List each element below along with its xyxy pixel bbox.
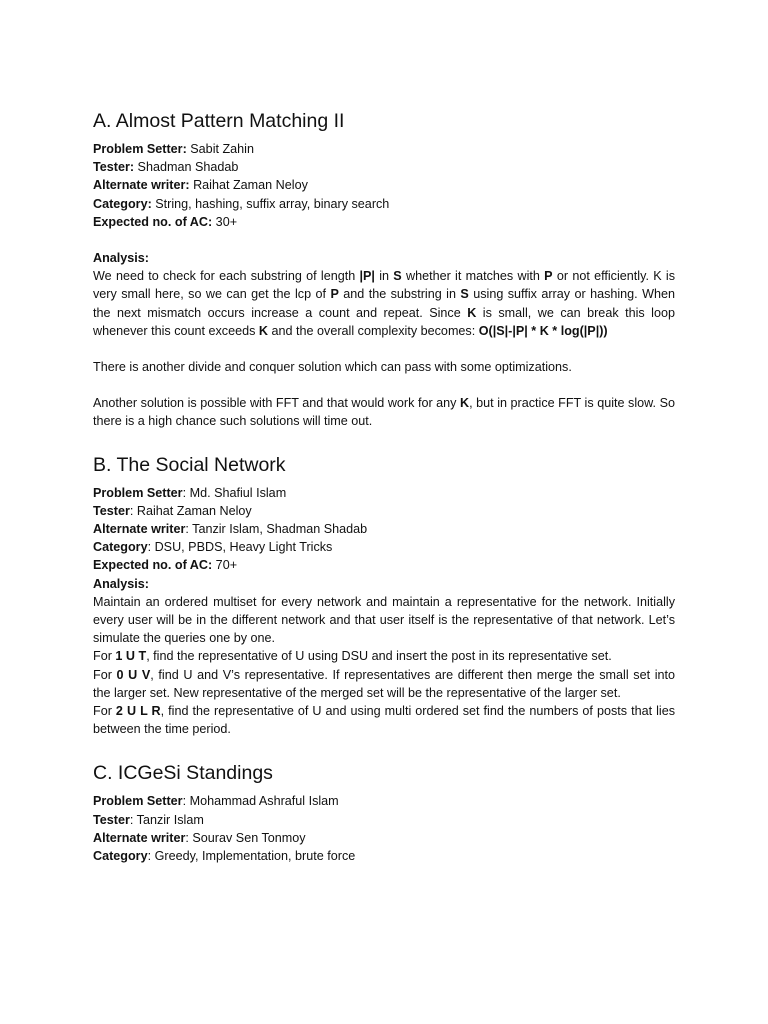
analysis-paragraph: Another solution is possible with FFT and that would work for any K, but in practice FFT is quite slow. So there is a high chance such solutions will time out. xyxy=(93,396,675,429)
section-a-meta xyxy=(93,140,675,231)
analysis-paragraph: There is another divide and conquer solution which can pass with some optimizations. xyxy=(93,360,572,375)
section-b-title: B. The Social Network xyxy=(93,453,286,476)
meta-category: Category: DSU, PBDS, Heavy Light Tricks xyxy=(93,540,333,555)
section-b xyxy=(93,450,675,739)
section-a-title: A. Almost Pattern Matching II xyxy=(93,110,345,132)
meta-alternate-writer: Alternate writer: Sourav Sen Tonmoy xyxy=(93,830,306,845)
document-page xyxy=(93,106,675,865)
analysis-heading: Analysis: xyxy=(93,251,149,266)
meta-problem-setter: Problem Setter: Md. Shafiul Islam xyxy=(93,485,287,500)
meta-alternate-writer: Alternate writer: Tanzir Islam, Shadman Shadab xyxy=(93,522,368,537)
meta-category: Category: String, hashing, suffix array, binary search xyxy=(93,196,390,211)
analysis-paragraph: For 1 U T, find the representative of U using DSU and insert the post in its representative set. xyxy=(93,649,612,664)
meta-tester: Tester: Shadman Shadab xyxy=(93,160,239,175)
meta-alternate-writer: Alternate writer: Raihat Zaman Neloy xyxy=(93,178,308,193)
section-c xyxy=(93,758,675,865)
section-a xyxy=(93,106,675,431)
analysis-paragraph: For 0 U V, find U and V’s representative. If representatives are different then merge the small set into the larger set. New representative of the merged set will be the representative of the larger set. xyxy=(93,667,676,700)
section-b-meta xyxy=(93,484,675,575)
meta-expected-ac: Expected no. of AC: 30+ xyxy=(93,214,238,229)
meta-category: Category: Greedy, Implementation, brute force xyxy=(93,849,356,864)
analysis-paragraph: For 2 U L R, find the representative of U and using multi ordered set find the numbers of posts that lies between the time period. xyxy=(93,704,676,737)
meta-tester: Tester: Raihat Zaman Neloy xyxy=(93,503,252,518)
meta-expected-ac: Expected no. of AC: 70+ xyxy=(93,558,238,573)
meta-tester: Tester: Tanzir Islam xyxy=(93,812,204,827)
analysis-heading: Analysis: xyxy=(93,576,149,591)
section-c-meta xyxy=(93,792,675,865)
meta-problem-setter: Problem Setter: Mohammad Ashraful Islam xyxy=(93,794,339,809)
analysis-paragraph: Maintain an ordered multiset for every network and maintain a representative for the network. Initially every user will be in the different network and that user itself is the representative of that network. Let’s simulate the queries one by one. xyxy=(93,594,675,646)
analysis-paragraph: We need to check for each substring of length |P| in S whether it matches with P or not efficiently. K is very small here, so we can get the lcp of P and the substring in S using suffix array or hashing. When the next mismatch occurs increase a count and repeat. Since K is small, we can break this loop whenever this count exceeds K and the overall complexity becomes: O(|S|-|P| * K * log(|P|)) xyxy=(93,269,676,338)
meta-problem-setter: Problem Setter: Sabit Zahin xyxy=(93,142,254,156)
section-c-title: C. ICGeSi Standings xyxy=(93,762,273,785)
